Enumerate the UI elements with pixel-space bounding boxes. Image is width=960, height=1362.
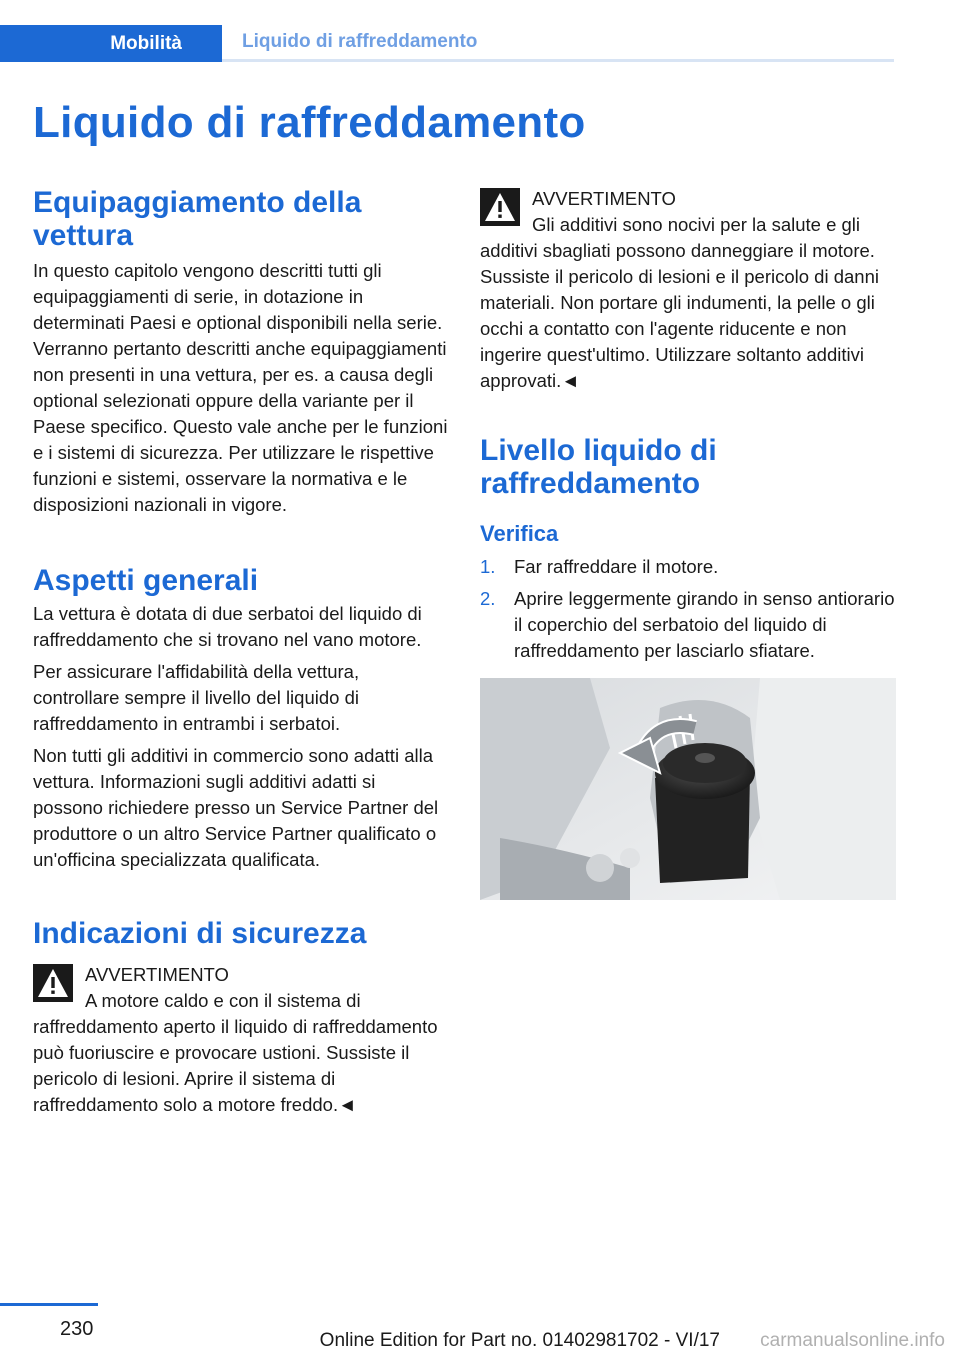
equipment-heading: Equipaggiamento della vettura	[33, 186, 362, 252]
warning-icon	[33, 964, 73, 1002]
step-number: 1.	[480, 556, 496, 577]
list-item	[480, 554, 896, 580]
warning-label: AVVERTIMENTO	[532, 188, 676, 209]
equipment-text: In questo capitolo vengono descritti tutti gli equipaggiamenti di serie, in dotazione in determinati Paesi e optional disponibili nella serie. Verranno pertanto descritti anche equipaggiamenti non presenti in una vettura, per es. a causa degli optional selezionati oppure della variante per il Paese specifico. Questo vale anche per le funzioni e i sistemi di sicurezza. Per utilizzare le rispettive funzioni e sistemi, osservare la normativa e le disposizioni nazionali in vigore.	[33, 260, 448, 515]
page-number: 230	[60, 1318, 94, 1340]
general-paragraph-1: La vettura è dotata di due serbatoi del liquido di raffreddamento che si trovano nel vano motore.	[33, 603, 422, 650]
warning-icon	[480, 188, 520, 226]
breadcrumb[interactable]	[222, 25, 894, 62]
warning-text: Gli additivi sono nocivi per la salute e gli additivi sbagliati possono danneggiare il motore. Sussiste il pericolo di lesioni e il pericolo di danni materiali. Non portare gli indumenti, la pelle o gli occhi a contatto con l'agente riducente e non ingerire quest'ultimo. Utilizzare soltanto additivi approvati.◄	[480, 214, 879, 391]
left-column	[33, 186, 449, 1118]
general-paragraph-2: Per assicurare l'affidabilità della vettura, controllare sempre il livello del liquido di raffreddamento in entrambi i serbatoi.	[33, 661, 360, 734]
general-heading: Aspetti generali	[33, 564, 259, 597]
edition-note: Online Edition for Part no. 01402981702 - VI/17	[319, 1330, 720, 1351]
coolant-reservoir-photo	[480, 678, 896, 900]
level-heading: Livello liquido di raffreddamento	[480, 434, 717, 500]
warning-text: A motore caldo e con il sistema di raffreddamento aperto il liquido di raffreddamento può fuoriuscire e provocare ustioni. Sussiste il pericolo di lesioni. Aprire il sistema di raffreddamento solo a motore freddo.◄	[33, 990, 438, 1115]
right-column	[480, 186, 896, 900]
step-text: Aprire leggermente girando in senso antiorario il coperchio del serbatoio del liquido di raffreddamento per lasciarlo sfiatare.	[514, 588, 895, 661]
warning-label: AVVERTIMENTO	[85, 964, 229, 985]
section-tab-label: Mobilità	[110, 32, 182, 54]
additives-warning	[480, 186, 896, 394]
section-tab[interactable]	[0, 25, 222, 62]
step-number: 2.	[480, 588, 496, 609]
step-text: Far raffreddare il motore.	[514, 556, 719, 577]
check-heading: Verifica	[480, 521, 559, 546]
coolant-cap-illustration	[480, 678, 896, 900]
check-steps	[480, 554, 896, 664]
general-paragraph-3: Non tutti gli additivi in commercio sono adatti alla vettura. Informazioni sugli additivi adatti si possono richiedere presso un Service Partner del produttore o un altro Service Partner qualificato o un'officina specializzata qualificata.	[33, 745, 439, 870]
footer-rule	[0, 1303, 98, 1306]
safety-heading: Indicazioni di sicurezza	[33, 917, 367, 950]
page-title: Liquido di raffreddamento	[33, 98, 586, 147]
list-item	[480, 586, 896, 664]
breadcrumb-label: Liquido di raffreddamento	[242, 31, 478, 52]
safety-warning	[33, 962, 449, 1118]
watermark: carmanualsonline.info	[760, 1330, 945, 1351]
